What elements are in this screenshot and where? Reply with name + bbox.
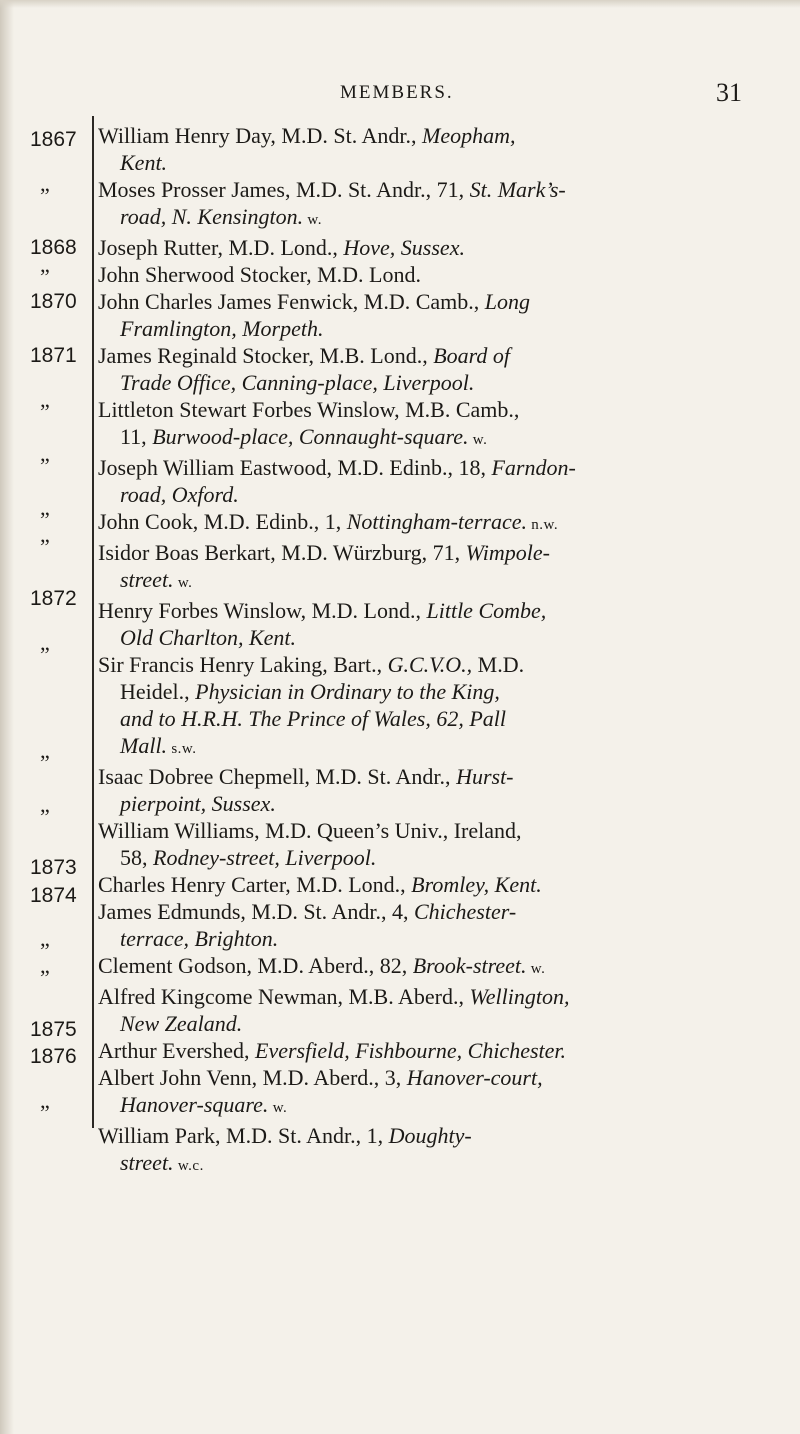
member-entry <box>98 817 788 871</box>
member-entry <box>98 1122 788 1180</box>
member-entry <box>98 651 788 763</box>
year-ditto: ” <box>40 399 50 424</box>
member-address: Chichester- <box>413 899 517 924</box>
member-name: Joseph William Eastwood, M.D. Edinb., 18, <box>98 455 492 480</box>
member-address: Old Charlton, Kent. <box>120 625 297 650</box>
member-address: Hanover-square. <box>120 1092 269 1117</box>
member-name: Joseph Rutter, M.D. Lond., <box>98 235 344 260</box>
member-name: William Henry Day, M.D. St. Andr., <box>98 123 422 148</box>
member-address: Burwood-place, Connaught-square. <box>152 424 469 449</box>
year-ditto: ” <box>40 534 50 559</box>
year-label: 1875 <box>30 1018 77 1041</box>
member-entry <box>98 396 788 454</box>
member-name: John Cook, M.D. Edinb., 1, <box>98 509 347 534</box>
member-address: street. <box>120 567 174 592</box>
year-label: 1872 <box>30 587 77 610</box>
member-address: road, N. Kensington. <box>120 204 304 229</box>
year-ditto: ” <box>40 750 50 775</box>
district-code: w. <box>468 432 488 448</box>
district-code: w. <box>268 1100 288 1116</box>
member-name: Arthur Evershed, <box>98 1038 256 1063</box>
member-address: Kent. <box>120 150 168 175</box>
year-label: 1868 <box>30 236 77 259</box>
member-address: Wellington, <box>469 984 570 1009</box>
member-entry <box>98 597 788 651</box>
member-address: Brook-street. <box>412 953 527 978</box>
member-entry <box>98 983 788 1037</box>
street-number: 58, <box>120 845 153 870</box>
member-address: and to H.R.H. The Prince of Wales, 62, Pall <box>120 706 506 731</box>
member-address: Hove, Sussex. <box>343 235 465 260</box>
member-address: Hanover-court, <box>406 1065 543 1090</box>
member-name: Littleton Stewart Forbes Winslow, M.B. Camb., <box>98 397 520 422</box>
member-name: Albert John Venn, M.D. Aberd., 3, <box>98 1065 407 1090</box>
member-entry <box>98 871 788 898</box>
year-ditto: ” <box>40 642 50 667</box>
district-code: w. <box>526 961 546 977</box>
year-label: 1876 <box>30 1045 77 1068</box>
member-address: Long <box>484 289 531 314</box>
page-number: 31 <box>716 78 742 107</box>
member-address: Nottingham-terrace. <box>346 509 528 534</box>
member-name: Sir Francis Henry Laking, Bart., <box>98 652 388 677</box>
member-address: Little Combe, <box>426 598 547 623</box>
year-label: 1867 <box>30 128 77 151</box>
member-address: Rodney-street, Liverpool. <box>153 845 377 870</box>
member-name: William Williams, M.D. Queen’s Univ., Ireland, <box>98 818 522 843</box>
member-address: road, Oxford. <box>120 482 239 507</box>
member-entry <box>98 508 788 539</box>
member-address: Doughty- <box>388 1123 472 1148</box>
member-address: Board of <box>433 343 510 368</box>
member-entry <box>98 261 788 288</box>
page-top-edge <box>0 0 800 8</box>
member-name: Charles Henry Carter, M.D. Lond., <box>98 872 412 897</box>
member-name: John Charles James Fenwick, M.D. Camb., <box>98 289 485 314</box>
member-entry <box>98 234 788 261</box>
member-entry <box>98 539 788 597</box>
member-entry <box>98 176 788 234</box>
member-name: William Park, M.D. St. Andr., 1, <box>98 1123 389 1148</box>
member-name: Henry Forbes Winslow, M.D. Lond., <box>98 598 427 623</box>
member-university: Heidel., <box>120 679 196 704</box>
district-code: w. <box>173 575 193 591</box>
district-code: s.w. <box>167 741 197 757</box>
member-honour: G.C.V.O., <box>387 652 473 677</box>
member-name: Moses Prosser James, M.D. St. Andr., 71, <box>98 177 470 202</box>
page-edge-shadow <box>0 0 14 1434</box>
year-label: 1874 <box>30 884 77 907</box>
member-address: Eversfield, Fishbourne, Chichester. <box>255 1038 567 1063</box>
member-list <box>98 122 788 1180</box>
year-ditto: ” <box>40 183 50 208</box>
member-address: terrace, Brighton. <box>120 926 279 951</box>
member-address: New Zealand. <box>120 1011 243 1036</box>
year-ditto: ” <box>40 1100 50 1125</box>
member-entry <box>98 288 788 342</box>
member-entry <box>98 1037 788 1064</box>
year-ditto: ” <box>40 804 50 829</box>
member-address: Farndon- <box>491 455 576 480</box>
member-entry <box>98 898 788 952</box>
member-entry <box>98 342 788 396</box>
member-address: Mall. <box>120 733 168 758</box>
member-address: pierpoint, Sussex. <box>120 791 276 816</box>
district-code: n.w. <box>527 517 559 533</box>
member-entry <box>98 952 788 983</box>
member-entry <box>98 1064 788 1122</box>
running-head: MEMBERS. <box>340 82 454 103</box>
district-code: w.c. <box>173 1158 204 1174</box>
year-ditto: ” <box>40 965 50 990</box>
member-address: St. Mark’s- <box>469 177 566 202</box>
member-address: Trade Office, Canning-place, Liverpool. <box>120 370 475 395</box>
member-entry <box>98 122 788 176</box>
member-name: Isaac Dobree Chepmell, M.D. St. Andr., <box>98 764 457 789</box>
member-entry <box>98 763 788 817</box>
member-name: Isidor Boas Berkart, M.D. Würzburg, 71, <box>98 540 466 565</box>
district-code: w. <box>303 212 323 228</box>
member-address: Hurst- <box>456 764 514 789</box>
member-name: John Sherwood Stocker, M.D. Lond. <box>98 262 421 287</box>
member-name: James Edmunds, M.D. St. Andr., 4, <box>98 899 414 924</box>
year-ditto: ” <box>40 938 50 963</box>
member-address: Physician in Ordinary to the King, <box>195 679 500 704</box>
year-ditto: ” <box>40 264 50 289</box>
member-name: James Reginald Stocker, M.B. Lond., <box>98 343 434 368</box>
member-address: Framlington, Morpeth. <box>120 316 324 341</box>
member-address: Bromley, Kent. <box>411 872 542 897</box>
member-name: Clement Godson, M.D. Aberd., 82, <box>98 953 413 978</box>
member-address: Meopham, <box>422 123 516 148</box>
year-label: 1871 <box>30 344 77 367</box>
year-label: 1870 <box>30 290 77 313</box>
member-entry <box>98 454 788 508</box>
street-number: 11, <box>120 424 153 449</box>
member-address: Wimpole- <box>465 540 550 565</box>
year-label: 1873 <box>30 856 77 879</box>
member-name: Alfred Kingcome Newman, M.B. Aberd., <box>98 984 470 1009</box>
member-degree: M.D. <box>472 652 525 677</box>
year-ditto: ” <box>40 507 50 532</box>
year-ditto: ” <box>40 453 50 478</box>
member-address: street. <box>120 1150 174 1175</box>
